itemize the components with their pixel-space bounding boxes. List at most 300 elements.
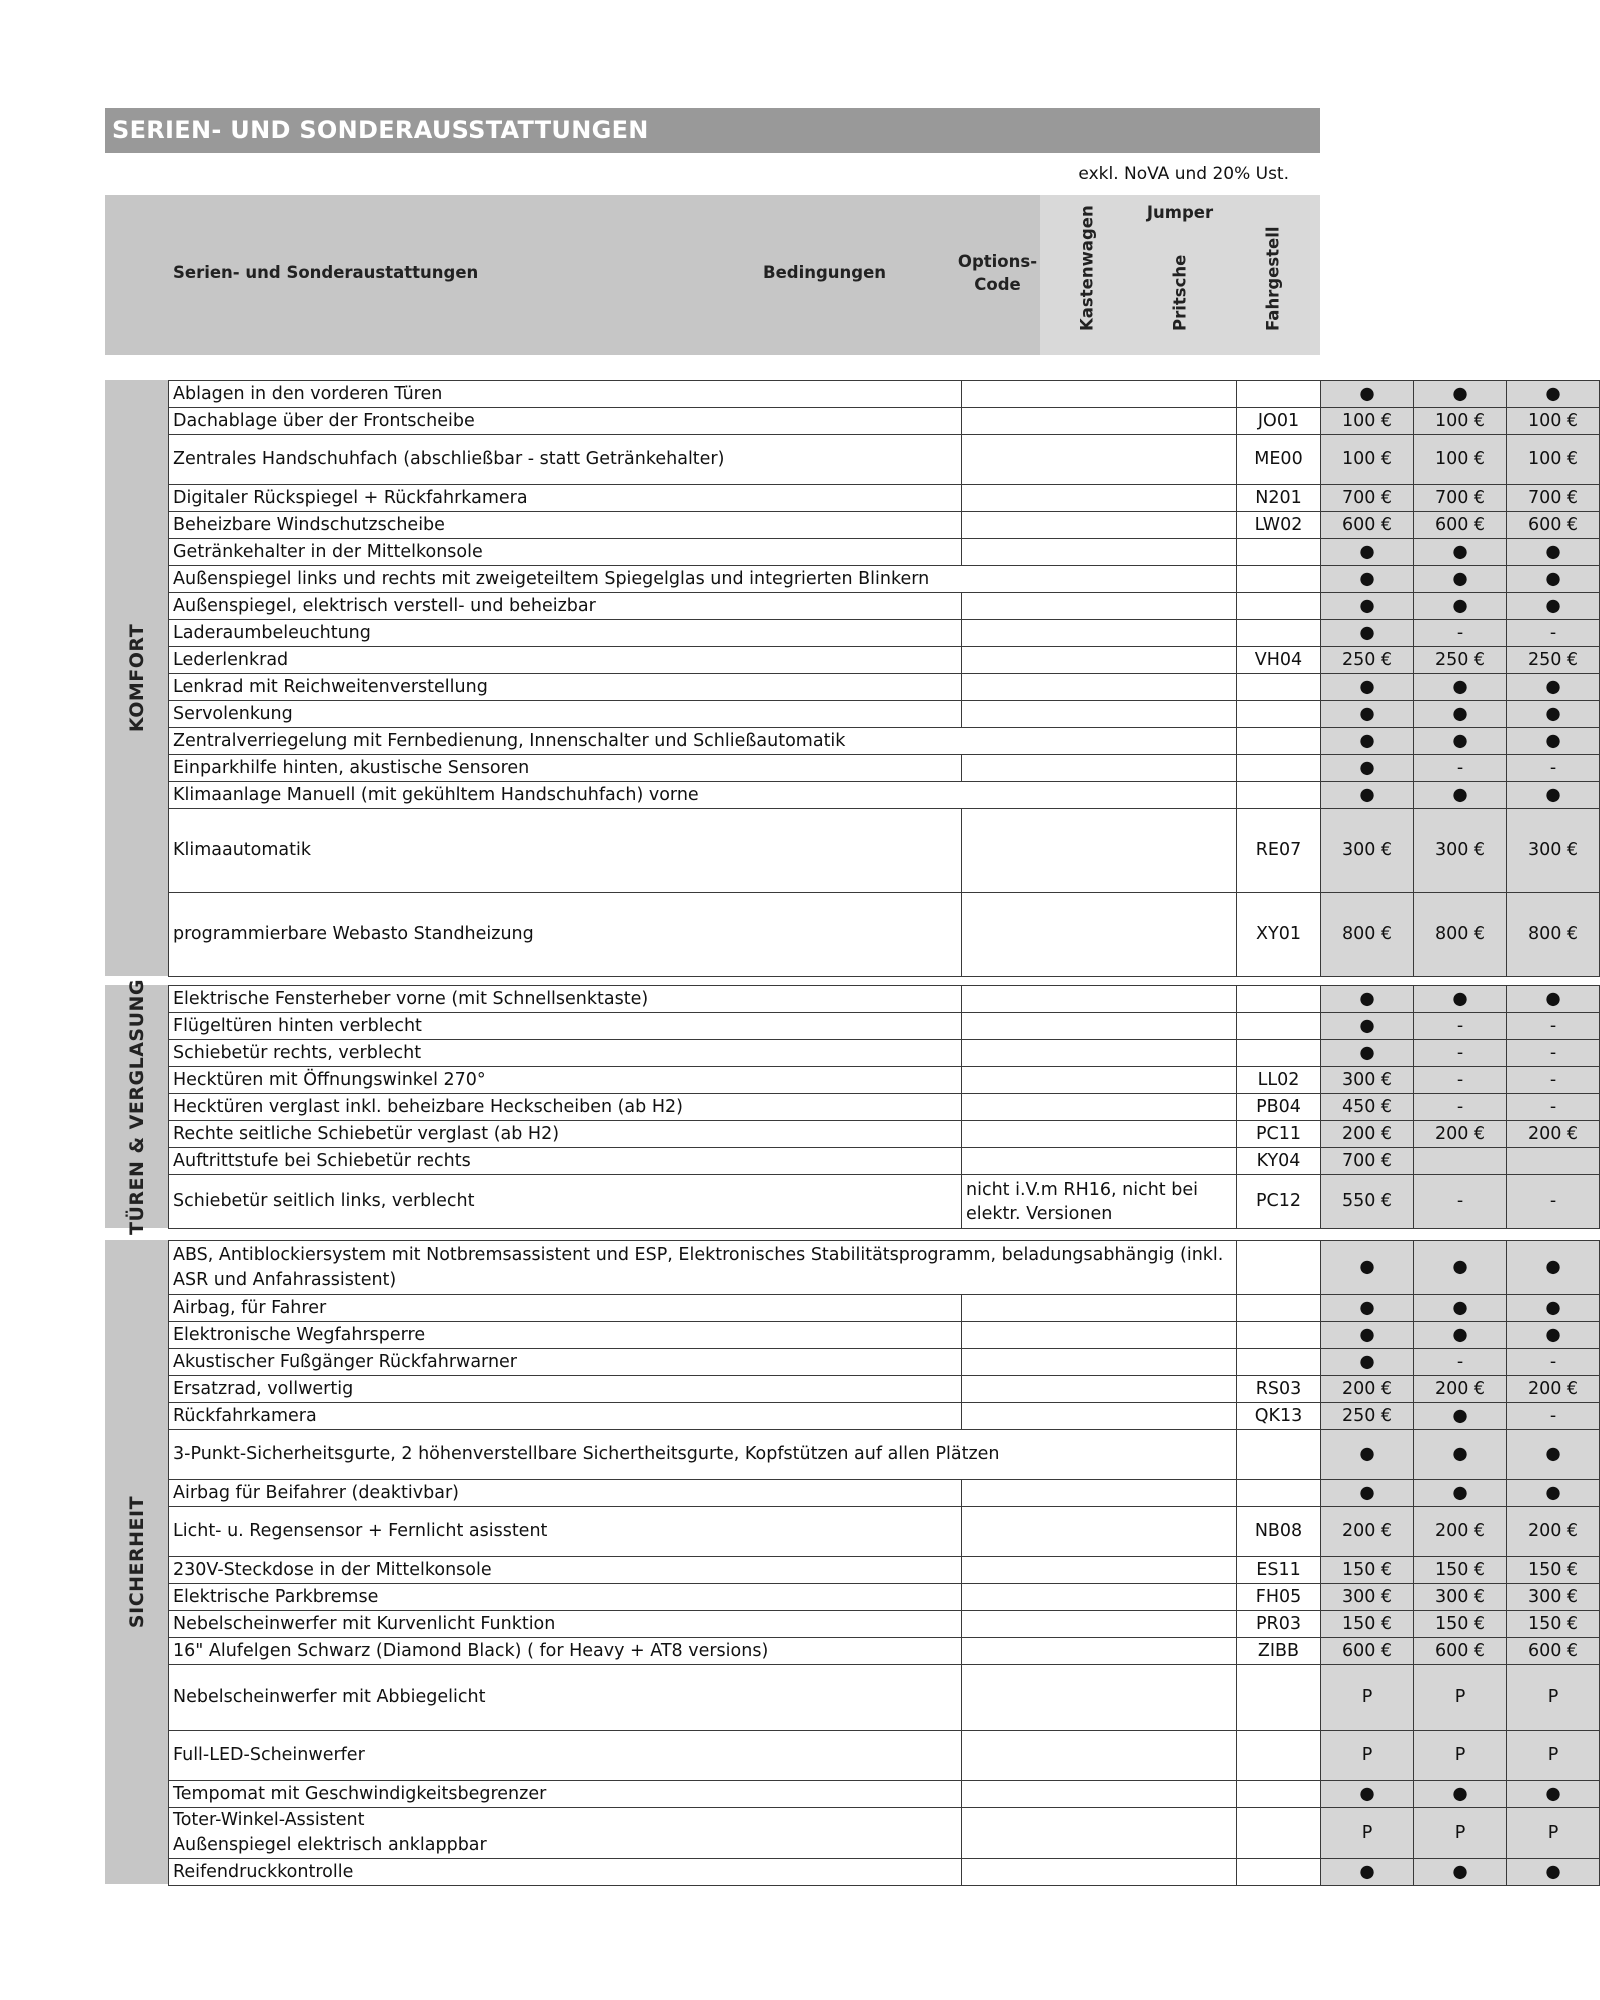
feature-condition	[962, 485, 1237, 512]
feature-description-text: Tempomat mit Geschwindigkeitsbegrenzer	[173, 1783, 547, 1804]
variant-value-3: ●	[1507, 1781, 1600, 1808]
variant-value-2: P	[1414, 1808, 1507, 1859]
variant-value-3: P	[1507, 1731, 1600, 1781]
variant-value-1: ●	[1321, 1322, 1414, 1349]
table-row	[169, 986, 1600, 1013]
table-row	[169, 1322, 1600, 1349]
variant-value-3: -	[1507, 755, 1600, 782]
variant-value-2: ●	[1414, 1781, 1507, 1808]
price-note: exkl. NoVA und 20% Ust.	[1078, 164, 1289, 184]
feature-description-text: Airbag für Beifahrer (deaktivbar)	[173, 1482, 459, 1503]
option-code: ES11	[1237, 1557, 1321, 1584]
table-row	[169, 755, 1600, 782]
table-row	[169, 1731, 1600, 1781]
feature-description	[169, 674, 962, 701]
feature-description	[169, 566, 1237, 593]
variant-value-1: ●	[1321, 1480, 1414, 1507]
variant-value-3: -	[1507, 1403, 1600, 1430]
option-code	[1237, 1808, 1321, 1859]
table-row	[169, 1638, 1600, 1665]
feature-description-text: Flügeltüren hinten verblecht	[173, 1015, 422, 1036]
feature-condition	[962, 1665, 1237, 1731]
feature-description-text: 16" Alufelgen Schwarz (Diamond Black) ( for Heavy + AT8 versions)	[173, 1640, 769, 1661]
option-code	[1237, 1241, 1321, 1295]
variant-value-1: ●	[1321, 674, 1414, 701]
option-code	[1237, 1859, 1321, 1886]
feature-description-text: Elektronische Wegfahrsperre	[173, 1324, 426, 1345]
variant-value-2: 250 €	[1414, 647, 1507, 674]
option-code	[1237, 728, 1321, 755]
feature-description-text: Full-LED-Scheinwerfer	[173, 1745, 365, 1765]
variant-value-1: 300 €	[1321, 1584, 1414, 1611]
variant-value-2: ●	[1414, 728, 1507, 755]
option-code	[1237, 782, 1321, 809]
variant-value-1: P	[1321, 1665, 1414, 1731]
variant-value-2: 150 €	[1414, 1557, 1507, 1584]
feature-condition	[962, 1322, 1237, 1349]
variant-value-2: ●	[1414, 1430, 1507, 1480]
feature-description-text: Auftrittstufe bei Schiebetür rechts	[173, 1150, 471, 1171]
feature-condition	[962, 986, 1237, 1013]
table-row	[169, 1094, 1600, 1121]
feature-condition	[962, 1121, 1237, 1148]
table-row	[169, 1295, 1600, 1322]
feature-description-text: Ablagen in den vorderen Türen	[173, 383, 443, 404]
variant-value-2: -	[1414, 620, 1507, 647]
feature-description	[169, 1584, 962, 1611]
feature-description	[169, 1322, 962, 1349]
feature-condition	[962, 539, 1237, 566]
table-row	[169, 1611, 1600, 1638]
feature-description	[169, 1611, 962, 1638]
feature-description-text: Nebelscheinwerfer mit Abbiegelicht	[173, 1687, 486, 1707]
variant-value-1: ●	[1321, 539, 1414, 566]
feature-description-text: Rechte seitliche Schiebetür verglast (ab H2)	[173, 1123, 560, 1144]
feature-description	[169, 512, 962, 539]
header-conditions: Bedingungen	[763, 263, 887, 282]
variant-value-2: ●	[1414, 782, 1507, 809]
option-code: LL02	[1237, 1067, 1321, 1094]
option-code	[1237, 755, 1321, 782]
variant-value-2: ●	[1414, 986, 1507, 1013]
section-1	[105, 978, 1579, 1235]
feature-description	[169, 1808, 962, 1859]
feature-description	[169, 435, 962, 485]
features-table	[168, 1240, 1600, 1886]
option-code	[1237, 674, 1321, 701]
variant-value-1: ●	[1321, 701, 1414, 728]
variant-value-1: 200 €	[1321, 1376, 1414, 1403]
variant-value-3: 100 €	[1507, 435, 1600, 485]
option-code: PC11	[1237, 1121, 1321, 1148]
variant-value-3: 250 €	[1507, 647, 1600, 674]
header-variant-2	[1133, 230, 1226, 350]
feature-condition	[962, 674, 1237, 701]
option-code: FH05	[1237, 1584, 1321, 1611]
variant-value-1: ●	[1321, 1859, 1414, 1886]
variant-value-3: 300 €	[1507, 1584, 1600, 1611]
variant-value-1: ●	[1321, 566, 1414, 593]
variant-value-3: P	[1507, 1808, 1600, 1859]
feature-description	[169, 701, 962, 728]
table-row	[169, 1067, 1600, 1094]
feature-description	[169, 1638, 962, 1665]
feature-description	[169, 1040, 962, 1067]
option-code: RE07	[1237, 809, 1321, 893]
option-code: NB08	[1237, 1507, 1321, 1557]
variant-value-2: ●	[1414, 381, 1507, 408]
section-label	[105, 380, 168, 976]
feature-description	[169, 1557, 962, 1584]
variant-value-3: 700 €	[1507, 485, 1600, 512]
variant-value-2: ●	[1414, 1295, 1507, 1322]
variant-value-3: ●	[1507, 1322, 1600, 1349]
option-code	[1237, 701, 1321, 728]
feature-condition	[962, 408, 1237, 435]
features-table	[168, 985, 1600, 1229]
option-code	[1237, 1430, 1321, 1480]
feature-description	[169, 1781, 962, 1808]
header-variant-1-label: Kastenwagen	[1077, 205, 1096, 331]
variant-value-1: ●	[1321, 1295, 1414, 1322]
option-code: PC12	[1237, 1175, 1321, 1229]
option-code	[1237, 986, 1321, 1013]
feature-description-text: Ersatzrad, vollwertig	[173, 1378, 354, 1399]
variant-value-3: 600 €	[1507, 512, 1600, 539]
option-code	[1237, 1480, 1321, 1507]
feature-description	[169, 1403, 962, 1430]
feature-condition	[962, 1376, 1237, 1403]
variant-value-1: 300 €	[1321, 809, 1414, 893]
feature-description-text: Schiebetür rechts, verblecht	[173, 1042, 422, 1063]
feature-description-text: Servolenkung	[173, 703, 293, 724]
feature-description-text: Laderaumbeleuchtung	[173, 622, 371, 643]
variant-value-1: ●	[1321, 986, 1414, 1013]
variant-value-2: -	[1414, 1067, 1507, 1094]
header-jumper: Jumper	[1146, 203, 1214, 222]
feature-description	[169, 1094, 962, 1121]
table-row	[169, 485, 1600, 512]
option-code: JO01	[1237, 408, 1321, 435]
feature-description	[169, 1859, 962, 1886]
feature-condition	[962, 1148, 1237, 1175]
variant-value-1: 200 €	[1321, 1507, 1414, 1557]
variant-value-1: ●	[1321, 1349, 1414, 1376]
feature-description-text: Einparkhilfe hinten, akustische Sensoren	[173, 757, 530, 778]
variant-value-3: 800 €	[1507, 893, 1600, 977]
table-row	[169, 1507, 1600, 1557]
table-row	[169, 620, 1600, 647]
variant-value-1: 150 €	[1321, 1611, 1414, 1638]
table-row	[169, 1480, 1600, 1507]
variant-value-1: ●	[1321, 782, 1414, 809]
feature-description-text: Getränkehalter in der Mittelkonsole	[173, 541, 483, 562]
variant-value-1: ●	[1321, 1430, 1414, 1480]
feature-description	[169, 1148, 962, 1175]
table-row	[169, 1175, 1600, 1229]
header-features: Serien- und Sonderaustattungen	[173, 263, 479, 282]
variant-value-3: -	[1507, 1094, 1600, 1121]
feature-description-text: Zentralverriegelung mit Fernbedienung, Innenschalter und Schließautomatik	[173, 730, 846, 751]
feature-description	[169, 1067, 962, 1094]
table-row	[169, 1781, 1600, 1808]
feature-description-text: Klimaautomatik	[173, 840, 311, 860]
feature-condition	[962, 1638, 1237, 1665]
feature-condition	[962, 1067, 1237, 1094]
variant-value-3: ●	[1507, 1241, 1600, 1295]
feature-description-text: Zentrales Handschuhfach (abschließbar - statt Getränkehalter)	[173, 449, 725, 469]
section-label-text: SICHERHEIT	[125, 1495, 148, 1629]
table-row	[169, 809, 1600, 893]
feature-condition	[962, 1403, 1237, 1430]
section-2	[105, 1240, 1579, 1884]
feature-description-text: Elektrische Fensterheber vorne (mit Schnellsenktaste)	[173, 988, 649, 1009]
option-code	[1237, 620, 1321, 647]
table-row	[169, 674, 1600, 701]
feature-description	[169, 1013, 962, 1040]
variant-value-2: ●	[1414, 1403, 1507, 1430]
table-header	[105, 195, 1320, 355]
feature-condition	[962, 1611, 1237, 1638]
feature-description-text: Schiebetür seitlich links, verblecht	[173, 1191, 475, 1211]
section-label	[105, 1240, 168, 1884]
feature-condition	[962, 1584, 1237, 1611]
variant-value-2: ●	[1414, 1859, 1507, 1886]
variant-value-2: 300 €	[1414, 809, 1507, 893]
feature-description	[169, 1480, 962, 1507]
table-row	[169, 435, 1600, 485]
feature-condition	[962, 701, 1237, 728]
variant-value-3: ●	[1507, 1430, 1600, 1480]
variant-value-3: 100 €	[1507, 408, 1600, 435]
variant-value-3: 200 €	[1507, 1376, 1600, 1403]
feature-description-text: Lederlenkrad	[173, 649, 289, 670]
feature-description-text: 3-Punkt-Sicherheitsgurte, 2 höhenverstellbare Sichertheitsgurte, Kopfstützen auf allen Plätzen	[173, 1444, 1000, 1464]
variant-value-2: -	[1414, 1349, 1507, 1376]
variant-value-2: -	[1414, 755, 1507, 782]
variant-value-2: -	[1414, 1175, 1507, 1229]
option-code: QK13	[1237, 1403, 1321, 1430]
variant-value-2: ●	[1414, 1241, 1507, 1295]
feature-condition	[962, 1094, 1237, 1121]
variant-value-2	[1414, 1148, 1507, 1175]
feature-description	[169, 647, 962, 674]
feature-description-text: Außenspiegel links und rechts mit zweigeteiltem Spiegelglas und integrierten Blinkern	[173, 568, 930, 589]
variant-value-1: 200 €	[1321, 1121, 1414, 1148]
option-code	[1237, 1665, 1321, 1731]
table-row	[169, 701, 1600, 728]
variant-value-3: ●	[1507, 539, 1600, 566]
feature-condition	[962, 1557, 1237, 1584]
page-title: SERIEN- UND SONDERAUSSTATTUNGEN	[105, 108, 1320, 153]
table-row	[169, 512, 1600, 539]
option-code: KY04	[1237, 1148, 1321, 1175]
variant-value-3: P	[1507, 1665, 1600, 1731]
variant-value-2: 200 €	[1414, 1121, 1507, 1148]
header-variant-1	[1040, 205, 1133, 350]
variant-value-2: 200 €	[1414, 1376, 1507, 1403]
table-row	[169, 1403, 1600, 1430]
variant-value-1: P	[1321, 1731, 1414, 1781]
table-row	[169, 1557, 1600, 1584]
option-code	[1237, 593, 1321, 620]
feature-description-text: Licht- u. Regensensor + Fernlicht asisstent	[173, 1521, 548, 1541]
variant-value-2: 200 €	[1414, 1507, 1507, 1557]
table-row	[169, 1665, 1600, 1731]
table-row	[169, 1376, 1600, 1403]
table-row	[169, 647, 1600, 674]
variant-value-1: ●	[1321, 1241, 1414, 1295]
option-code: ZIBB	[1237, 1638, 1321, 1665]
variant-value-3: 300 €	[1507, 809, 1600, 893]
variant-value-2: ●	[1414, 701, 1507, 728]
feature-condition	[962, 1808, 1237, 1859]
feature-description-text: Digitaler Rückspiegel + Rückfahrkamera	[173, 487, 528, 508]
variant-value-1: ●	[1321, 728, 1414, 755]
variant-value-3	[1507, 1148, 1600, 1175]
feature-description	[169, 1731, 962, 1781]
table-row	[169, 893, 1600, 977]
variant-value-1: 450 €	[1321, 1094, 1414, 1121]
option-code	[1237, 1781, 1321, 1808]
feature-description-text: Beheizbare Windschutzscheibe	[173, 514, 445, 535]
feature-description	[169, 1121, 962, 1148]
header-variant-3-label: Fahrgestell	[1263, 226, 1282, 331]
feature-description-text: 230V-Steckdose in der Mittelkonsole	[173, 1559, 492, 1580]
variant-value-3: ●	[1507, 1480, 1600, 1507]
variant-value-2: P	[1414, 1731, 1507, 1781]
variant-value-2: -	[1414, 1094, 1507, 1121]
feature-description-text: Nebelscheinwerfer mit Kurvenlicht Funktion	[173, 1613, 556, 1634]
feature-condition	[962, 1040, 1237, 1067]
feature-description-text-2: Außenspiegel elektrisch anklappbar	[173, 1835, 487, 1855]
variant-value-1: 600 €	[1321, 512, 1414, 539]
feature-condition	[962, 1480, 1237, 1507]
table-row	[169, 1349, 1600, 1376]
variant-value-2: 100 €	[1414, 408, 1507, 435]
table-row	[169, 1859, 1600, 1886]
option-code	[1237, 539, 1321, 566]
table-row	[169, 1430, 1600, 1480]
feature-condition	[962, 381, 1237, 408]
table-row	[169, 1584, 1600, 1611]
feature-condition	[962, 1349, 1237, 1376]
feature-description-text: Airbag, für Fahrer	[173, 1297, 327, 1318]
feature-description	[169, 1507, 962, 1557]
feature-description	[169, 1349, 962, 1376]
variant-value-2: 600 €	[1414, 512, 1507, 539]
variant-value-1: 250 €	[1321, 1403, 1414, 1430]
feature-condition	[962, 620, 1237, 647]
variant-value-3: ●	[1507, 674, 1600, 701]
option-code	[1237, 566, 1321, 593]
feature-condition	[962, 1859, 1237, 1886]
variant-value-1: 700 €	[1321, 485, 1414, 512]
variant-value-1: 550 €	[1321, 1175, 1414, 1229]
variant-value-1: 600 €	[1321, 1638, 1414, 1665]
option-code	[1237, 1731, 1321, 1781]
feature-description-text: Dachablage über der Frontscheibe	[173, 410, 475, 431]
variant-value-2: P	[1414, 1665, 1507, 1731]
feature-condition	[962, 1731, 1237, 1781]
variant-value-1: ●	[1321, 381, 1414, 408]
section-0	[105, 380, 1579, 976]
feature-description	[169, 408, 962, 435]
table-row	[169, 782, 1600, 809]
variant-value-2: -	[1414, 1040, 1507, 1067]
variant-value-3: ●	[1507, 1295, 1600, 1322]
feature-description	[169, 620, 962, 647]
variant-value-2: ●	[1414, 1480, 1507, 1507]
feature-description-text: Rückfahrkamera	[173, 1405, 317, 1426]
feature-description	[169, 809, 962, 893]
feature-condition: nicht i.V.m RH16, nicht bei elektr. Versionen	[962, 1175, 1237, 1229]
feature-description-text: Lenkrad mit Reichweitenverstellung	[173, 676, 488, 697]
variant-value-2: 300 €	[1414, 1584, 1507, 1611]
variant-value-3: ●	[1507, 593, 1600, 620]
option-code	[1237, 1349, 1321, 1376]
variant-value-3: 150 €	[1507, 1557, 1600, 1584]
option-code: N201	[1237, 485, 1321, 512]
variant-value-2: 100 €	[1414, 435, 1507, 485]
feature-description	[169, 593, 962, 620]
variant-value-1: ●	[1321, 755, 1414, 782]
table-row	[169, 408, 1600, 435]
feature-condition	[962, 435, 1237, 485]
variant-value-1: 100 €	[1321, 435, 1414, 485]
table-row	[169, 1121, 1600, 1148]
option-code: XY01	[1237, 893, 1321, 977]
feature-description-text: Außenspiegel, elektrisch verstell- und beheizbar	[173, 595, 596, 616]
feature-description-text: Hecktüren mit Öffnungswinkel 270°	[173, 1069, 486, 1090]
feature-condition	[962, 1295, 1237, 1322]
variant-value-1: ●	[1321, 1781, 1414, 1808]
feature-description-text: programmierbare Webasto Standheizung	[173, 924, 534, 944]
variant-value-1: ●	[1321, 1040, 1414, 1067]
feature-description-text: Elektrische Parkbremse	[173, 1586, 379, 1607]
variant-value-1: 250 €	[1321, 647, 1414, 674]
table-row	[169, 1040, 1600, 1067]
feature-description	[169, 381, 962, 408]
variant-value-3: ●	[1507, 728, 1600, 755]
feature-condition	[962, 893, 1237, 977]
feature-description	[169, 1241, 1237, 1295]
section-label-text: TÜREN & VERGLASUNG	[125, 978, 148, 1235]
variant-value-3: -	[1507, 620, 1600, 647]
feature-condition	[962, 1781, 1237, 1808]
feature-description-text: Klimaanlage Manuell (mit gekühltem Handschuhfach) vorne	[173, 784, 699, 805]
table-row	[169, 1808, 1600, 1859]
variant-value-3: -	[1507, 1067, 1600, 1094]
variant-value-2: 150 €	[1414, 1611, 1507, 1638]
option-code: LW02	[1237, 512, 1321, 539]
feature-description	[169, 1376, 962, 1403]
variant-value-3: 200 €	[1507, 1507, 1600, 1557]
table-row	[169, 593, 1600, 620]
option-code: ME00	[1237, 435, 1321, 485]
feature-description-text: Toter-Winkel-Assistent	[173, 1810, 365, 1830]
feature-condition	[962, 512, 1237, 539]
option-code: VH04	[1237, 647, 1321, 674]
option-code	[1237, 1013, 1321, 1040]
feature-condition	[962, 593, 1237, 620]
header-variant-2-label: Pritsche	[1170, 254, 1189, 331]
feature-description	[169, 1430, 1237, 1480]
feature-description	[169, 1175, 962, 1229]
option-code	[1237, 1295, 1321, 1322]
feature-description-text: Hecktüren verglast inkl. beheizbare Heckscheiben (ab H2)	[173, 1096, 683, 1117]
feature-condition	[962, 755, 1237, 782]
